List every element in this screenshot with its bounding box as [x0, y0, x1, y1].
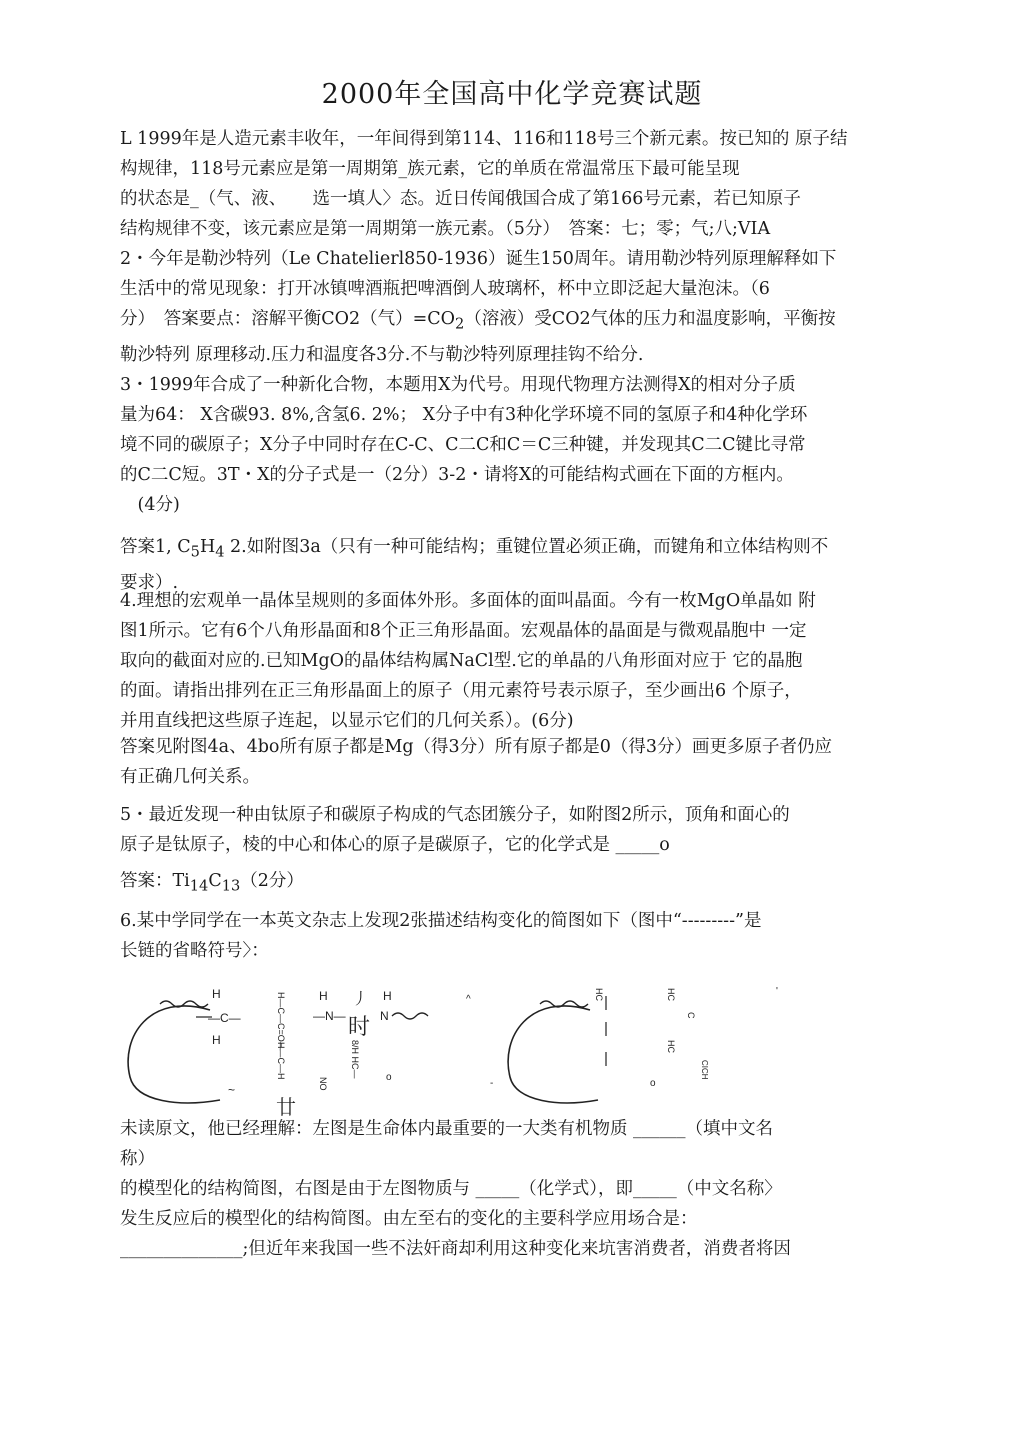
mid-shi: 时 [348, 1014, 371, 1039]
vertical-chain-c: 8/H HC— [350, 1040, 360, 1079]
small-dash: - [490, 1078, 494, 1089]
question-2-line [120, 304, 910, 340]
right-label-g: ' [776, 986, 778, 997]
question-6-line: 的模型化的结构简图，右图是由于左图物质与 _____（化学式），即_____（中文名称〉 [120, 1179, 782, 1199]
question-6-line: ______________;但近年来我国一些不法奸商却利用这种变化来坑害消费者，消费者将因 [120, 1239, 791, 1259]
question-4-line: 的面。请指出排列在正三角形晶面上的原子（用元素符号表示原子，至少画出6 个原子， [120, 681, 802, 701]
answer-3-line: 要求）. [120, 572, 179, 593]
answer-5-text: 答案：Ti [120, 871, 190, 891]
answer-4-line: 有正确几何关系。 [120, 767, 260, 787]
vertical-chain-b: H—C—H [276, 1042, 286, 1080]
vertical-chain-a: H—C—C=O— [276, 992, 286, 1051]
mid-n-2: N [380, 1009, 389, 1023]
right-label-a: HC [594, 988, 604, 1001]
question-2-line: 勒沙特列 原理移动.压力和温度各3分.不与勒沙特列原理挂钩不给分. [120, 344, 644, 365]
left-h-top: H [212, 987, 221, 1001]
question-5 [120, 800, 910, 860]
right-label-b: HC [666, 988, 676, 1001]
question-3-line: 3・1999年合成了一种新化合物，本题用X为代号。用现代物理方法测得X的相对分子质 [120, 375, 796, 395]
page-title: 2000年全国高中化学竞赛试题 [321, 79, 703, 110]
subscript: 14 [189, 877, 209, 895]
mid-caret: ^ [466, 994, 471, 1005]
question-2 [120, 244, 910, 370]
question-2-text: 分） 答案要点：溶解平衡CO2（气）=CO [120, 309, 456, 329]
question-4-line: 图1所示。它有6个八角形晶面和8个正三角形晶面。宏观晶体的晶面是与微观晶胞中 一定 [120, 621, 807, 641]
question-1-line: 的状态是_（气、液、 选一填人〉态。近日传闻俄国合成了第166号元素，若已知原子 [120, 189, 801, 209]
question-2-line: 2・今年是勒沙特列（Le Chatelierl850-1936）诞生150周年。请用勒沙特列原理解释如下 [120, 249, 837, 269]
question-6-line: 6.某中学同学在一本英文杂志上发现2张描述结构变化的简图如下（图中“---------”是 [120, 911, 762, 931]
answer-5 [120, 866, 910, 902]
question-4-line: 取向的截面对应的.已知MgO的晶体结构属NaCl型.它的单晶的八角形面对应于 它的晶胞 [120, 651, 803, 671]
question-4-line: 并用直线把这些原子连起，以显示它们的几何关系）。(6分) [120, 711, 574, 731]
question-1 [120, 124, 910, 244]
right-label-c: C [686, 1012, 696, 1019]
question-1-line: 结构规律不变，该元素应是第一周期第一族元素。（5分） 答案：七；零；气;八;VIA [120, 219, 771, 239]
right-label-e: CICH [700, 1060, 709, 1080]
answer-5-text: C [208, 871, 222, 891]
left-carbon: —C— [208, 1011, 241, 1025]
question-6-line: 发生反应后的模型化的结构简图。由左至右的变化的主要科学应用场合是： [120, 1209, 698, 1229]
question-1-line: L 1999年是人造元素丰收年，一年间得到第114、116和118号三个新元素。按已知的 原子结 [120, 129, 848, 149]
subscript: 5 [190, 543, 200, 561]
answer-3-text: 答案1, C [120, 537, 191, 557]
question-3 [120, 370, 910, 520]
answer-3-text: 2.如附图3a（只有一种可能结构；重键位置必须正确，而键角和立体结构则不 [224, 537, 829, 557]
mid-stroke: 丿 [352, 991, 369, 1008]
question-1-line: 构规律，118号元素应是第一周期第_族元素，它的单质在常温常压下最可能呈现 [120, 159, 740, 179]
right-label-d: HC [666, 1040, 676, 1053]
question-2-line: 生活中的常见现象：打开冰镇啤酒瓶把啤酒倒人玻璃杯，杯中立即泛起大量泡沫。（6 [120, 279, 770, 299]
question-3-line: 量为64： X含碳93. 8%,含氢6. 2%； X分子中有3种化学环境不同的氢原子和4种化学环 [120, 405, 808, 425]
answer-5-line [120, 866, 910, 902]
subscript: 2 [455, 315, 465, 333]
question-3-line: 的C二C短。3T・X的分子式是一（2分）3-2・请将X的可能结构式画在下面的方框内。 [120, 465, 794, 485]
question-5-line: 5・最近发现一种由钛原子和碳原子构成的气态团簇分子，如附图2所示，顶角和面心的 [120, 805, 790, 825]
right-chain-arc [508, 1006, 598, 1103]
question-4 [120, 586, 910, 736]
question-4-line: 4.理想的宏观单一晶体呈规则的多面体外形。多面体的面叫晶面。今有一枚MgO单晶如 附 [120, 591, 816, 611]
left-tick: ~ [228, 1083, 236, 1097]
subscript: 4 [215, 543, 225, 561]
small-o: o [386, 1072, 392, 1083]
left-chain-arc [128, 1006, 220, 1103]
answer-4 [120, 732, 910, 792]
question-6-line: 未读原文，他已经理解：左图是生命体内最重要的一大类有机物质 ______（填中文名 [120, 1119, 774, 1139]
question-6-continued [120, 1114, 910, 1264]
subscript: 13 [221, 877, 241, 895]
structure-diagram [120, 982, 780, 1118]
question-3-line: 境不同的碳原子；X分子中同时存在C-C、C二C和C＝C三种键，并发现其C二C键比寻常 [120, 435, 806, 455]
right-label-f: o [650, 1078, 656, 1089]
question-6 [120, 906, 910, 966]
answer-5-text: （2分） [240, 871, 304, 891]
bottom-symbol: 廿 [276, 1097, 296, 1118]
answer-3-text: H [199, 537, 216, 557]
mid-no: NO [318, 1077, 328, 1091]
question-5-line: 原子是钛原子，棱的中心和体心的原子是碳原子，它的化学式是 _____o [120, 835, 670, 855]
left-h-bottom: H [212, 1033, 221, 1047]
structure-diagram-svg [120, 982, 780, 1118]
mid-h-2: H [383, 989, 392, 1003]
mid-h: H [319, 989, 328, 1003]
answer-4-line: 答案见附图4a、4bo所有原子都是Mg（得3分）所有原子都是0（得3分）画更多原子者仍应 [120, 737, 832, 757]
question-2-text: （溶液）受CO2气体的压力和温度影响，平衡按 [464, 309, 836, 329]
mid-n: —N— [313, 1009, 346, 1023]
answer-3-line [120, 532, 910, 568]
question-6-line: 长链的省略符号〉： [120, 941, 269, 961]
mid-chain-wave [392, 1013, 428, 1019]
question-3-line: (4分) [120, 495, 180, 515]
question-6-line: 称） [120, 1149, 155, 1169]
